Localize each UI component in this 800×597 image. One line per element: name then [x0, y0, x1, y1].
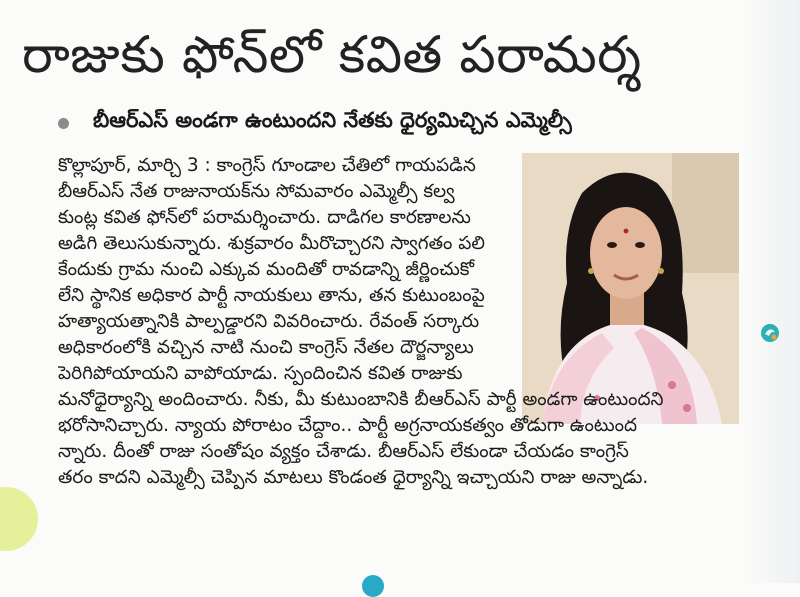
body-line: హత్యాయత్నానికి పాల్పడ్డారని వివరించారు. రేవంత్ సర్కారు [58, 311, 480, 332]
article-body [58, 153, 748, 491]
page-edge-shade [742, 0, 800, 583]
body-line: మనోధైర్యాన్ని అందించారు. నీకు, మీ కుటుంబానికి బీఆర్ఎస్ పార్టీ అండగా ఉంటుందని [58, 389, 664, 410]
subheadline-row [58, 106, 758, 140]
body-line: న్నారు. దీంతో రాజు సంతోషం వ్యక్తం చేశాడు. బీఆర్ఎస్ లేకుండా చేయడం కాంగ్రెస్ [58, 441, 629, 462]
bullet-icon [58, 118, 69, 129]
article-headline: రాజుకు ఫోన్‌లో కవిత పరామర్శ [22, 26, 642, 85]
body-line: తరం కాదని ఎమ్మెల్సీ చెప్పిన మాటలు కొండంత ధైర్యాన్ని ఇచ్చాయని రాజు అన్నాడు. [58, 467, 649, 488]
body-line: కుంట్ల కవిత ఫోన్‌లో పరామర్శించారు. దాడిగల కారణాలను [58, 207, 471, 228]
swirl-icon [759, 322, 781, 344]
body-line: కేందుకు గ్రామ నుంచి ఎక్కువ మందితో రావడాన్ని జీర్ణించుకో [58, 259, 475, 280]
decorative-circle [0, 487, 38, 551]
body-line: భరోసానిచ్చారు. న్యాయ పోరాటం చేద్దాం.. పార్టీ అగ్రనాయకత్వం తోడుగా ఉంటుంద [58, 415, 638, 436]
decorative-dot [362, 575, 384, 597]
body-line: అడిగి తెలుసుకున్నారు. శుక్రవారం మీరొచ్చారని స్వాగతం పలి [58, 233, 485, 254]
body-line: కొల్లాపూర్, మార్చి 3 : కాంగ్రెస్ గూండాల చేతిలో గాయపడిన [58, 155, 476, 176]
body-line: పెరిగిపోయాయని వాపోయాడు. స్పందించిన కవిత రాజుకు [58, 363, 463, 384]
body-line: లేని స్థానిక అధికార పార్టీ నాయకులు తాను, తన కుటుంబంపై [58, 285, 485, 306]
body-line: అధికారంలోకి వచ్చిన నాటి నుంచి కాంగ్రెస్ నేతల దౌర్జన్యాలు [58, 337, 474, 358]
article-subheadline: బీఆర్ఎస్ అండగా ఉంటుందని నేతకు ధైర్యమిచ్చిన ఎమ్మెల్సీ [93, 108, 572, 132]
body-line: బీఆర్ఎస్ నేత రాజునాయక్‌ను సోమవారం ఎమ్మెల్సీ కల్వ [58, 181, 455, 202]
